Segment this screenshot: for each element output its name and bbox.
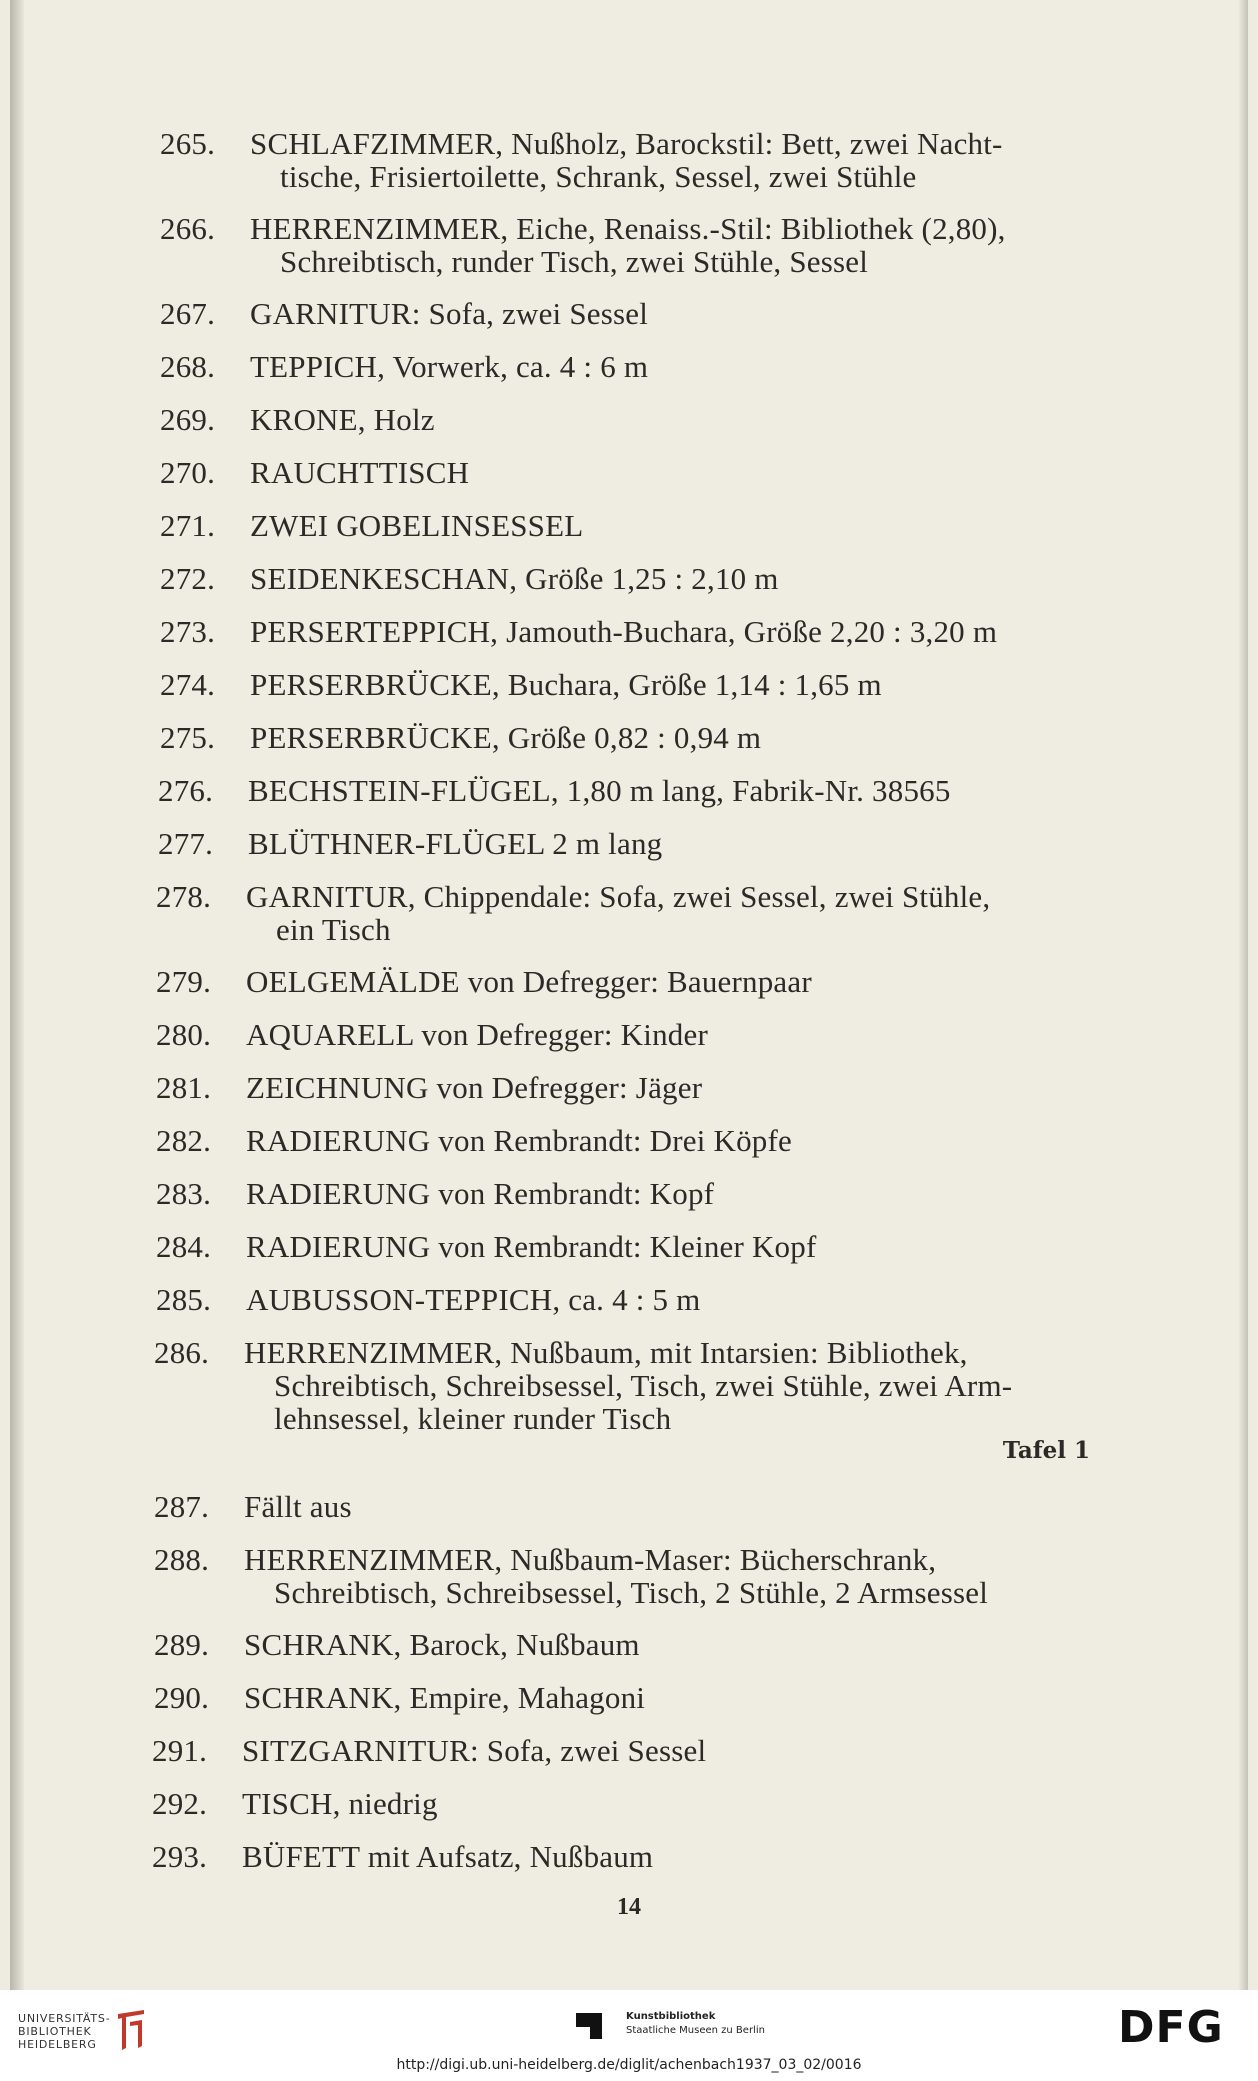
catalog-entry [160, 721, 1120, 754]
lot-description-line: PERSERTEPPICH, Jamouth-Buchara, Größe 2,20 : 3,20 m [250, 614, 998, 649]
lot-description-line: Fällt aus [244, 1489, 352, 1524]
catalog-entry [156, 1071, 1116, 1104]
lot-description-line: TISCH, niedrig [242, 1786, 438, 1821]
catalog-entry [160, 615, 1120, 648]
lot-number: 274. [160, 667, 216, 702]
lot-description-line: OELGEMÄLDE von Defregger: Bauernpaar [246, 964, 812, 999]
university-library-name[interactable] [18, 2012, 110, 2051]
catalog-entry [152, 1734, 1112, 1767]
lot-description-line: PERSERBRÜCKE, Größe 0,82 : 0,94 m [250, 720, 762, 755]
lot-number: 265. [160, 126, 216, 161]
lot-description-line: ZEICHNUNG von Defregger: Jäger [246, 1070, 703, 1105]
lot-description-line: SEIDENKESCHAN, Größe 1,25 : 2,10 m [250, 561, 779, 596]
catalog-entry [160, 403, 1120, 436]
lot-description-line: RADIERUNG von Rembrandt: Kopf [246, 1176, 715, 1211]
catalog-entry [154, 1628, 1114, 1661]
lot-description-line: KRONE, Holz [250, 402, 435, 437]
university-line: BIBLIOTHEK [18, 2025, 92, 2038]
kunstbibliothek-logo-icon[interactable] [576, 2013, 602, 2039]
page-number: 14 [617, 1894, 641, 1920]
lot-number: 273. [160, 614, 216, 649]
lot-number: 293. [152, 1839, 208, 1874]
lot-number: 290. [154, 1680, 210, 1715]
catalog-entry [160, 127, 1120, 193]
lot-description-line: PERSERBRÜCKE, Buchara, Größe 1,14 : 1,65 m [250, 667, 882, 702]
lot-description-line: lehnsessel, kleiner runder Tisch [274, 1401, 672, 1436]
lot-description-line: ein Tisch [276, 912, 391, 947]
lot-number: 270. [160, 455, 216, 490]
lot-number: 272. [160, 561, 216, 596]
lot-number: 267. [160, 296, 216, 331]
catalog-entry [156, 965, 1116, 998]
lot-description-line: SCHRANK, Empire, Mahagoni [244, 1680, 646, 1715]
lot-description-line: BÜFETT mit Aufsatz, Nußbaum [242, 1839, 654, 1874]
catalog-entry [160, 509, 1120, 542]
lot-description-line: BECHSTEIN-FLÜGEL, 1,80 m lang, Fabrik-Nr. 38565 [248, 773, 951, 808]
lot-number: 277. [158, 826, 214, 861]
page-edge-right [1238, 0, 1248, 1990]
lot-number: 279. [156, 964, 212, 999]
lot-number: 266. [160, 211, 216, 246]
university-line: HEIDELBERG [18, 2038, 97, 2051]
lot-description-line: HERRENZIMMER, Nußbaum, mit Intarsien: Bibliothek, [244, 1335, 968, 1370]
lot-description-line: AQUARELL von Defregger: Kinder [246, 1017, 708, 1052]
lot-description-line: BLÜTHNER-FLÜGEL 2 m lang [248, 826, 663, 861]
kb-subtitle: Staatliche Museen zu Berlin [626, 2025, 765, 2036]
university-line: UNIVERSITÄTS- [18, 2012, 111, 2025]
lot-number: 281. [156, 1070, 212, 1105]
heidelberg-logo-icon[interactable] [114, 2008, 148, 2052]
catalog-entry [154, 1336, 1114, 1435]
lot-number: 291. [152, 1733, 208, 1768]
lot-description-line: GARNITUR, Chippendale: Sofa, zwei Sessel, zwei Stühle, [246, 879, 991, 914]
lot-number: 269. [160, 402, 216, 437]
lot-number: 289. [154, 1627, 210, 1662]
kb-title: Kunstbibliothek [626, 2011, 716, 2022]
lot-number: 275. [160, 720, 216, 755]
lot-number: 278. [156, 879, 212, 914]
catalog-entry [160, 212, 1120, 278]
catalog-entry [160, 668, 1120, 701]
lot-description-line: ZWEI GOBELINSESSEL [250, 508, 584, 543]
viewer-footer [0, 1990, 1258, 2081]
source-url[interactable]: http://digi.ub.uni-heidelberg.de/diglit/achenbach1937_03_02/0016 [396, 2057, 862, 2073]
catalog-entry [160, 350, 1120, 383]
lot-number: 284. [156, 1229, 212, 1264]
lot-number: 268. [160, 349, 216, 384]
lot-description-line: RADIERUNG von Rembrandt: Drei Köpfe [246, 1123, 792, 1158]
page-edge-left [10, 0, 24, 1990]
lot-description-line: TEPPICH, Vorwerk, ca. 4 : 6 m [250, 349, 649, 384]
catalog-entry [160, 562, 1120, 595]
lot-description-line: Schreibtisch, Schreibsessel, Tisch, 2 Stühle, 2 Armsessel [274, 1575, 989, 1610]
lot-description-line: SCHLAFZIMMER, Nußholz, Barockstil: Bett, zwei Nacht- [250, 126, 1003, 161]
lot-description-line: tische, Frisiertoilette, Schrank, Sessel, zwei Stühle [280, 159, 917, 194]
catalog-entry [156, 1230, 1116, 1263]
plate-label: Tafel 1 [1002, 1437, 1090, 1464]
catalog-entry [156, 1124, 1116, 1157]
lot-description-line: Schreibtisch, Schreibsessel, Tisch, zwei Stühle, zwei Arm- [274, 1368, 1013, 1403]
lot-number: 283. [156, 1176, 212, 1211]
lot-description-line: SITZGARNITUR: Sofa, zwei Sessel [242, 1733, 707, 1768]
lot-number: 276. [158, 773, 214, 808]
lot-description-line: Schreibtisch, runder Tisch, zwei Stühle, Sessel [280, 244, 869, 279]
catalog-entry [152, 1787, 1112, 1820]
catalog-entry [154, 1681, 1114, 1714]
lot-number: 271. [160, 508, 216, 543]
lot-description-line: HERRENZIMMER, Nußbaum-Maser: Bücherschrank, [244, 1542, 937, 1577]
lot-number: 285. [156, 1282, 212, 1317]
lot-description-line: RAUCHTTISCH [250, 455, 470, 490]
kunstbibliothek-text[interactable] [626, 2010, 765, 2038]
catalog-entry [154, 1543, 1114, 1609]
lot-number: 282. [156, 1123, 212, 1158]
dfg-logo[interactable]: DFG [1118, 2002, 1224, 2053]
catalog-entry [154, 1490, 1114, 1523]
catalog-entry [152, 1840, 1112, 1873]
catalog-entry [160, 297, 1120, 330]
catalog-entry [156, 1177, 1116, 1210]
catalog-entry [158, 774, 1118, 807]
lot-number: 287. [154, 1489, 210, 1524]
catalog-entry [156, 1283, 1116, 1316]
catalog-entry [156, 880, 1116, 946]
lot-description-line: HERRENZIMMER, Eiche, Renaiss.-Stil: Bibliothek (2,80), [250, 211, 1006, 246]
catalog-entry [160, 456, 1120, 489]
lot-number: 280. [156, 1017, 212, 1052]
lot-description-line: AUBUSSON-TEPPICH, ca. 4 : 5 m [246, 1282, 701, 1317]
catalog-entry [158, 827, 1118, 860]
lot-description-line: RADIERUNG von Rembrandt: Kleiner Kopf [246, 1229, 817, 1264]
lot-description-line: SCHRANK, Barock, Nußbaum [244, 1627, 640, 1662]
lot-description-line: GARNITUR: Sofa, zwei Sessel [250, 296, 649, 331]
lot-number: 288. [154, 1542, 210, 1577]
lot-number: 292. [152, 1786, 208, 1821]
lot-number: 286. [154, 1335, 210, 1370]
catalog-entry [156, 1018, 1116, 1051]
